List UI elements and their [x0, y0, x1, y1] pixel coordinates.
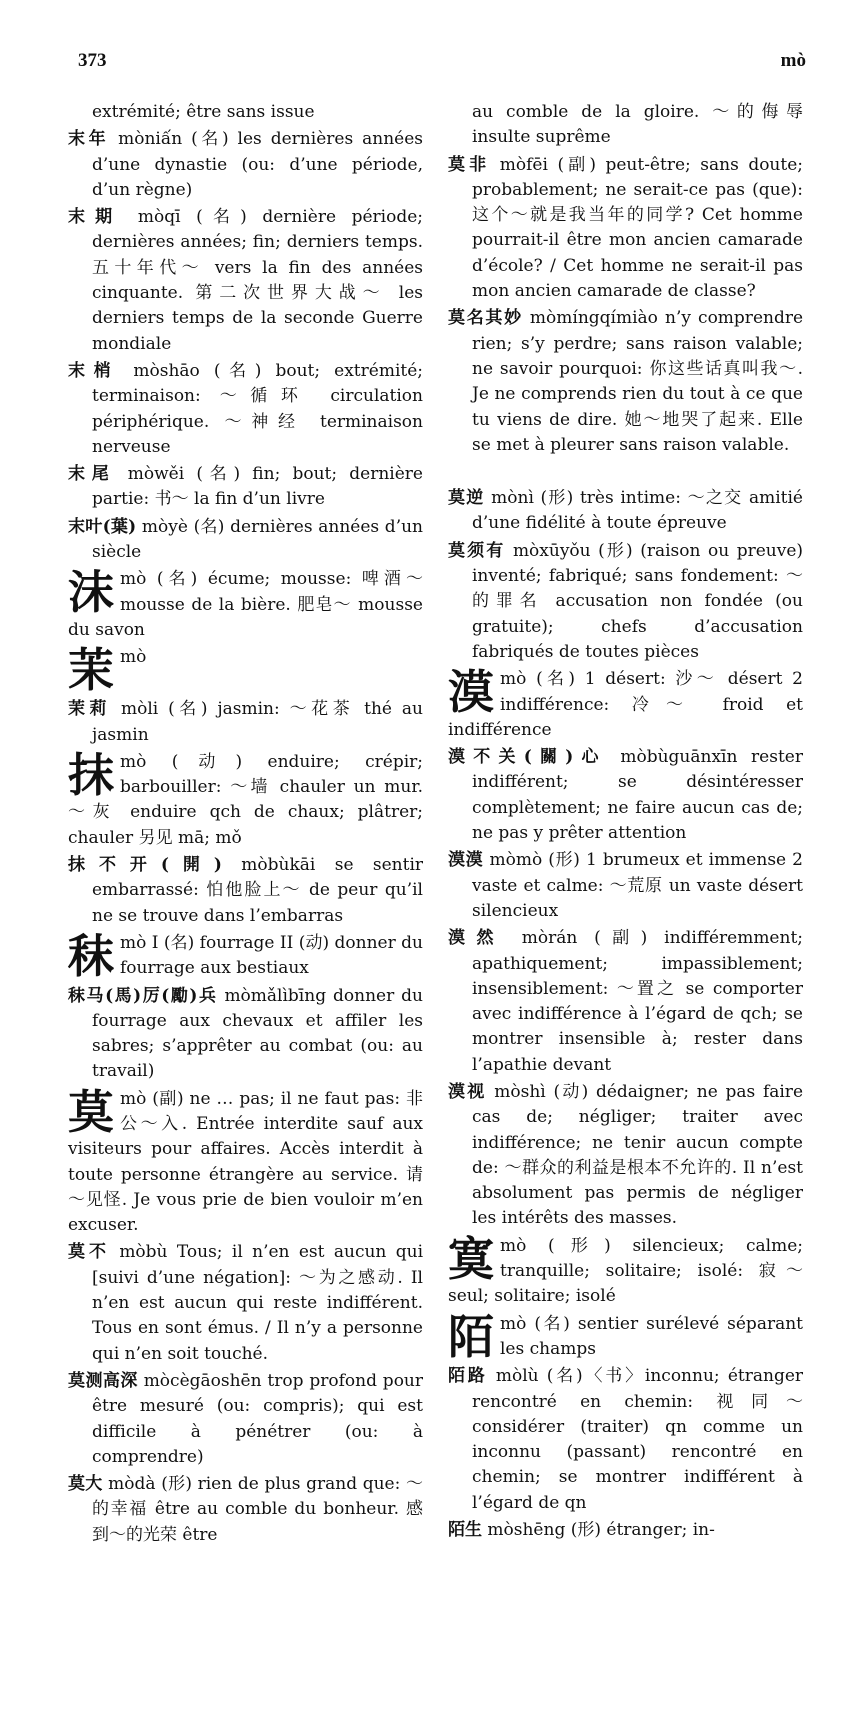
- headword-character: 秣: [68, 928, 114, 983]
- entry-headword: 末年: [68, 129, 110, 150]
- dictionary-entry: [68, 853, 423, 929]
- entry-definition: mònì (形) très intime: ～之交 amitié d’une fidélité à toute épreuve: [472, 488, 803, 534]
- entry-definition: mòqī (名) dernière période; dernières années; fin; derniers temps. 五十年代～ vers la fin des années cinquante. 第二次世界大战～ les derniers temps de la seconde Guerre mondiale: [92, 207, 424, 354]
- entry-headword: 莫大: [68, 1474, 103, 1495]
- dictionary-entry: [448, 745, 803, 846]
- entry-definition: mòbùguānxīn rester indifférent; se désintéresser complètement; ne faire aucun cas de; ne pas y prêter attention: [472, 747, 803, 844]
- headword-character: 陌: [448, 1309, 494, 1364]
- main-character-entry: [68, 1084, 423, 1239]
- entry-headword: 漠不关(關)心: [448, 747, 607, 768]
- headword-character: 茉: [68, 643, 114, 698]
- entry-definition: mòdà (形) rien de plus grand que: ～的幸福 être au comble du bonheur. 感到～的光荣 être: [92, 1474, 423, 1545]
- dictionary-entry: [68, 462, 423, 513]
- entry-definition: au comble de la gloire. ～的侮辱 insulte suprême: [472, 102, 803, 148]
- entry-headword: 末尾: [68, 464, 116, 485]
- entry-definition: mòniấn (名) les dernières années d’une dynastie (ou: d’une période, d’un règne): [92, 129, 424, 200]
- dictionary-entry: [448, 153, 803, 305]
- entry-definition: mòfēi (副) peut-être; sans doute; probablement; ne serait-ce pas (que): 这个～就是我当年的同学? Cet homme pourrait-il être mon ancien camarade d’école? / Cet homme ne serait-il pas mon ancien camarade de classe?: [472, 154, 804, 302]
- page-number: 373: [78, 50, 107, 71]
- dictionary-entry: [448, 1518, 803, 1543]
- headword-character: 寞: [448, 1231, 494, 1286]
- headword-character: 漠: [448, 665, 494, 720]
- entry-definition: mò I (名) fourrage II (动) donner du fourrage aux bestiaux: [120, 932, 423, 979]
- headword-character: 沫: [68, 565, 114, 620]
- entry-headword: 漠视: [448, 1081, 487, 1102]
- running-head: mò: [780, 50, 806, 71]
- entry-definition: mòyè (名) dernières années d’un siècle: [92, 516, 423, 563]
- dictionary-entry: [68, 359, 423, 460]
- dictionary-entry: [448, 1364, 803, 1516]
- main-character-entry: [448, 1231, 803, 1310]
- entry-headword: 末期: [68, 207, 123, 228]
- entry-headword: 莫不: [68, 1242, 110, 1263]
- dictionary-entry: [68, 984, 423, 1085]
- main-character-entry: [68, 643, 423, 698]
- entry-definition: mò (形) silencieux; calme; tranquille; solitaire; isolé: 寂～ seul; solitaire; isolé: [448, 1235, 803, 1307]
- entry-headword: 陌路: [448, 1366, 488, 1387]
- entry-headword: 莫非: [448, 154, 491, 175]
- entry-definition: mòshāo (名) bout; extrémité; terminaison: ～循环 circulation périphérique. ～神经 terminaison nerveuse: [92, 360, 423, 457]
- dictionary-entry: [448, 926, 803, 1078]
- continued-entry: [68, 100, 423, 125]
- entry-definition: mò (名) 1 désert: 沙～ désert 2 indifférence: 冷～ froid et indifférence: [448, 669, 803, 740]
- entry-definition: mòmǎlìbīng donner du fourrage aux chevaux et affiler les sabres; s’apprêter au combat (ou: au travail): [92, 985, 423, 1082]
- entry-headword: 漠漠: [448, 850, 484, 871]
- entry-headword: 秣马(馬)厉(勵)兵: [68, 985, 218, 1006]
- entry-definition: mòrán (副) indifféremment; apathiquement; impassiblement; insensiblement: ～置之 se comporter avec indifférence à l’égard de qch; se montrer insensible à; rester dans l’apathie devant: [472, 928, 804, 1075]
- entry-definition: mòshì (动) dédaigner; ne pas faire cas de; négliger; traiter avec indifférence; ne tenir aucun compte de: ～群众的利益是根本不允许的. Il n’est absolument pas permis de négliger les intérêts des masses.: [472, 1081, 803, 1229]
- entry-definition: mòmò (形) 1 brumeux et immense 2 vaste et calme: ～荒原 un vaste désert silencieux: [472, 850, 804, 921]
- entry-definition: extrémité; être sans issue: [92, 102, 315, 122]
- headword-character: 莫: [68, 1084, 114, 1139]
- entry-definition: mòli (名) jasmin: ～花茶 thé au jasmin: [92, 699, 424, 745]
- continued-entry: [448, 100, 803, 151]
- entry-headword: 茉莉: [68, 699, 112, 720]
- entry-definition: mò (动) enduire; crépir; barbouiller: ～墙 chauler un mur. ～灰 enduire qch de chaux; plâtrer; chauler 另见 mā; mǒ: [68, 751, 423, 848]
- entry-definition: mòwěi (名) fin; bout; dernière partie: 书～ la fin d’un livre: [92, 464, 423, 510]
- main-character-entry: [68, 567, 423, 643]
- dictionary-entry: [448, 306, 803, 458]
- dictionary-entry: [68, 1240, 423, 1366]
- entry-definition: mòbùkāi se sentir embarrassé: 怕他脸上～ de peur qu’il ne se trouve dans l’embarras: [92, 855, 424, 926]
- entry-headword: 末梢: [68, 360, 120, 381]
- entry-definition: mòxūyǒu (形) (raison ou preuve) inventé; fabriqué; sans fondement: ～的罪名 accusation non fondée (ou gratuite); chefs d’accusation fabriqués de toutes pièces: [472, 540, 804, 662]
- entry-headword: 莫逆: [448, 488, 485, 509]
- dictionary-entry: [448, 848, 803, 924]
- entry-definition: mò (副) ne … pas; il ne faut pas: 非公～入. Entrée interdite sauf aux visiteurs pour affaires. Accès interdit à toute personne étrangère au service. 请～见怪. Je vous prie de bien vouloir m’en excuser.: [68, 1088, 423, 1236]
- right-column: [448, 100, 803, 1545]
- entry-definition: mòbù Tous; il n’en est aucun qui [suivi d’une négation]: ～为之感动. Il n’en est aucun qui reste indifférent. Tous en sont émus. / Il n’y a personne qui n’en soit touché.: [92, 1242, 424, 1364]
- entry-definition: mòshēng (形) étranger; in-: [487, 1520, 715, 1541]
- entry-definition: mò (名) sentier surélevé séparant les champs: [500, 1313, 803, 1359]
- dictionary-entry: [68, 1472, 423, 1548]
- entry-headword: 陌生: [448, 1520, 482, 1541]
- column-gap: [448, 460, 803, 486]
- entry-headword: 莫测高深: [68, 1370, 138, 1391]
- dictionary-entry: [448, 539, 803, 665]
- dictionary-entry: [448, 1080, 803, 1232]
- entry-headword: 漠然: [448, 928, 505, 949]
- dictionary-entry: [448, 486, 803, 537]
- entry-definition: mòcègāoshēn trop profond pour être mesuré (ou: compris); qui est difficile à pénétrer (ou: à comprendre): [92, 1370, 424, 1467]
- dictionary-entry: [68, 1369, 423, 1470]
- main-character-entry: [448, 1309, 803, 1364]
- main-character-entry: [448, 667, 803, 743]
- main-character-entry: [68, 928, 423, 983]
- entry-definition: mòlù (名)〈书〉inconnu; étranger rencontré en chemin: 视同～ considérer (traiter) qn comme un inconnu (passant) rencontré en chemin; se montrer indifférent à l’égard de qn: [472, 1366, 804, 1513]
- left-column: [68, 100, 423, 1550]
- dictionary-entry: [68, 515, 423, 566]
- entry-headword: 莫须有: [448, 540, 506, 561]
- entry-definition: mòmíngqímiào n’y comprendre rien; s’y perdre; sans raison valable; ne savoir pourquoi: 你这些话真叫我～. Je ne comprends rien du tout à ce que tu viens de dire. 她～地哭了起来. Elle se met à pleurer sans raison valable.: [472, 308, 804, 455]
- dictionary-entry: [68, 697, 423, 748]
- entry-definition: mò (名) écume; mousse: 啤酒～ mousse de la bière. 肥皂～ mousse du savon: [68, 569, 423, 640]
- headword-character: 抹: [68, 747, 114, 802]
- entry-definition: mò: [120, 647, 147, 668]
- entry-headword: 末叶(葉): [68, 516, 137, 537]
- dictionary-entry: [68, 127, 423, 203]
- entry-headword: 莫名其妙: [448, 308, 523, 329]
- main-character-entry: [68, 747, 423, 851]
- entry-headword: 抹不开(開): [68, 855, 222, 876]
- dictionary-entry: [68, 205, 423, 357]
